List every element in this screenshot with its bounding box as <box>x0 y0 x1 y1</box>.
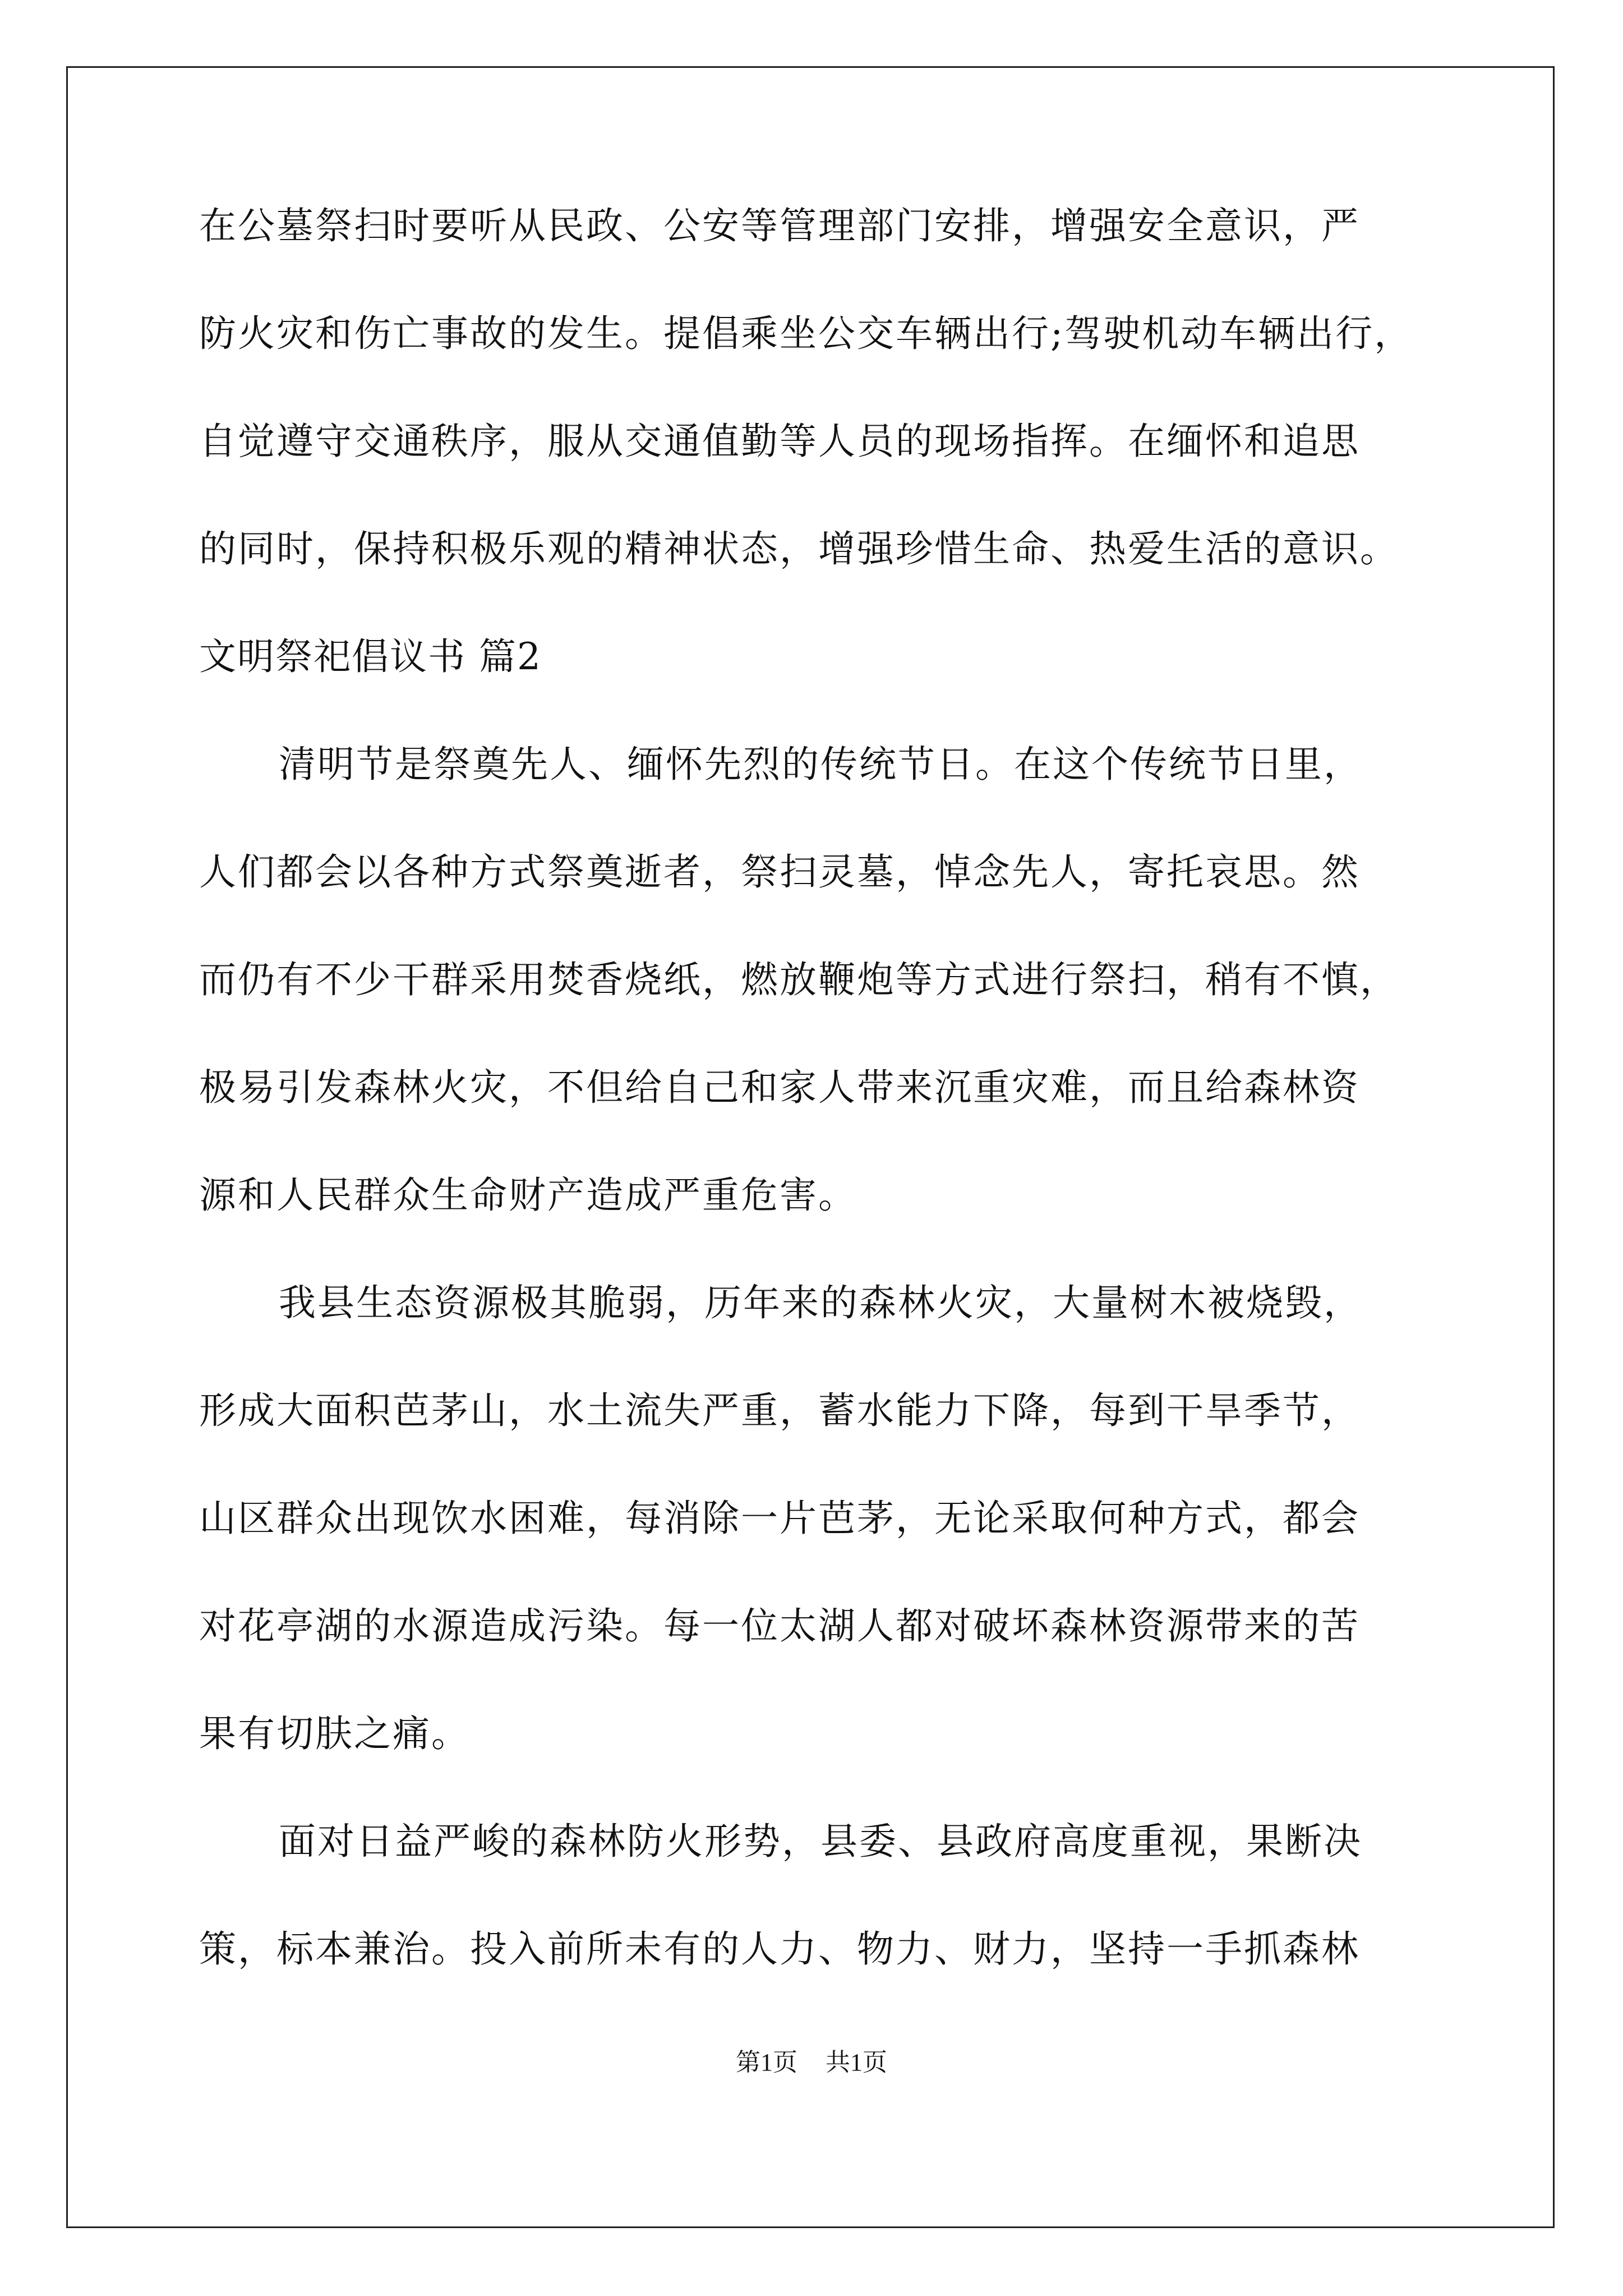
body-line: 在公墓祭扫时要听从民政、公安等管理部门安排，增强安全意识，严 <box>199 204 1360 247</box>
body-line: 人们都会以各种方式祭奠逝者，祭扫灵墓，悼念先人，寄托哀思。然 <box>199 850 1360 894</box>
body-line: 极易引发森林火灾，不但给自己和家人带来沉重灾难，而且给森林资 <box>199 1066 1360 1109</box>
body-line: 而仍有不少干群采用焚香烧纸，燃放鞭炮等方式进行祭扫，稍有不慎， <box>199 958 1399 1001</box>
body-line: 策，标本兼治。投入前所未有的人力、物力、财力，坚持一手抓森林 <box>199 1927 1360 1971</box>
body-line: 的同时，保持积极乐观的精神状态，增强珍惜生命、热爱生活的意识。 <box>199 527 1399 570</box>
body-line: 源和人民群众生命财产造成严重危害。 <box>199 1174 857 1217</box>
body-line: 我县生态资源极其脆弱，历年来的森林火灾，大量树木被烧毁， <box>279 1281 1362 1324</box>
body-line: 面对日益严峻的森林防火形势，县委、县政府高度重视，果断决 <box>279 1820 1362 1863</box>
body-line: 形成大面积芭茅山，水土流失严重，蓄水能力下降，每到干旱季节， <box>199 1389 1360 1432</box>
body-line: 自觉遵守交通秩序，服从交通值勤等人员的现场指挥。在缅怀和追思 <box>199 420 1360 463</box>
page-footer <box>0 2042 1623 2078</box>
page-total: 共1页 <box>826 2049 887 2076</box>
page-number: 第1页 <box>736 2049 797 2076</box>
body-line: 对花亭湖的水源造成污染。每一位太湖人都对破坏森林资源带来的苦 <box>199 1604 1360 1648</box>
section-heading: 文明祭祀倡议书 篇2 <box>199 635 542 678</box>
body-line: 山区群众出现饮水困难，每消除一片芭茅，无论采取何种方式，都会 <box>199 1497 1360 1540</box>
body-line: 果有切肤之痛。 <box>199 1712 470 1755</box>
body-line: 防火灾和伤亡事故的发生。提倡乘坐公交车辆出行;驾驶机动车辆出行， <box>199 312 1413 355</box>
document-body <box>199 204 1475 2039</box>
body-line: 清明节是祭奠先人、缅怀先烈的传统节日。在这个传统节日里， <box>279 743 1362 786</box>
